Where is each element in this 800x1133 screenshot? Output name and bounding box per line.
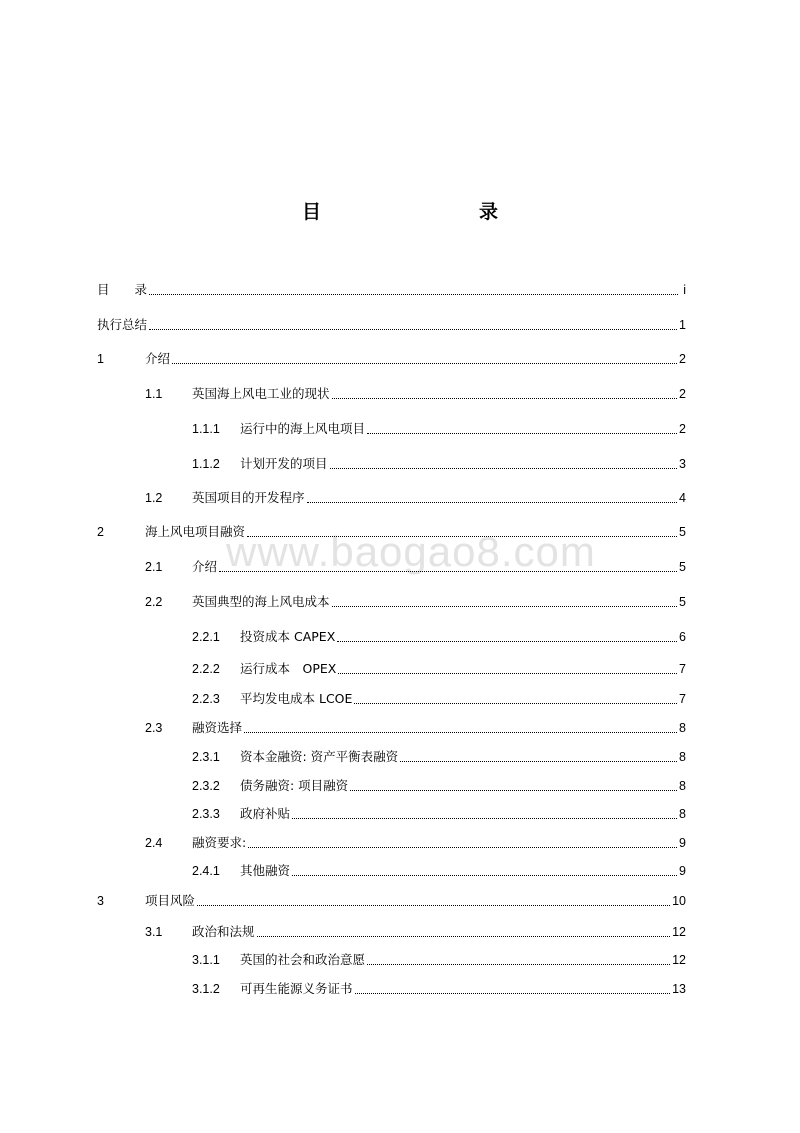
toc-entry-page: 10 [672, 894, 686, 908]
toc-entry[interactable] [0, 590, 800, 610]
toc-entry-page: 5 [679, 595, 686, 609]
toc-entry-label: 介绍 [145, 351, 171, 366]
toc-entry[interactable] [0, 859, 800, 879]
toc-entry-number: 2.4.1 [192, 864, 220, 878]
toc-entry-page: 12 [672, 953, 686, 967]
toc-dot-leader [292, 875, 677, 876]
toc-entry-label: 英国项目的开发程序 [192, 490, 305, 505]
toc-entry[interactable] [0, 417, 800, 437]
toc-entry-label: 运行成本 OPEX [240, 661, 337, 676]
toc-entry-page: 3 [679, 457, 686, 471]
toc-dot-leader [307, 502, 678, 503]
toc-dot-leader [149, 294, 678, 295]
toc-dot-leader [354, 703, 677, 704]
page-title: 目 录 [301, 201, 538, 223]
toc-entry-label: 海上风电项目融资 [145, 524, 246, 539]
toc-dot-leader [332, 398, 678, 399]
toc-entry-page: 5 [679, 525, 686, 539]
toc-entry[interactable] [0, 774, 800, 794]
toc-entry-label: 政府补贴 [240, 806, 291, 821]
toc-dot-leader [367, 964, 670, 965]
toc-entry[interactable] [0, 802, 800, 822]
toc-entry-number: 1.1 [145, 387, 163, 401]
toc-entry-number: 2 [97, 525, 104, 539]
toc-entry-page: 13 [672, 982, 686, 996]
toc-entry-number: 3.1.2 [192, 982, 220, 996]
toc-entry[interactable] [0, 716, 800, 736]
toc-dot-leader [197, 905, 670, 906]
toc-entry-page: 12 [672, 925, 686, 939]
toc-entry-label: 计划开发的项目 [240, 456, 328, 471]
toc-entry-number: 3.1 [145, 925, 163, 939]
toc-entry-page: i [683, 283, 686, 297]
toc-entry-number: 1.2 [145, 491, 163, 505]
toc-entry-page: 6 [679, 630, 686, 644]
toc-entry-page: 1 [679, 318, 686, 332]
toc-entry-page: 2 [679, 352, 686, 366]
toc-entry-label: 融资要求: [192, 835, 247, 850]
toc-entry-page: 5 [679, 560, 686, 574]
toc-entry[interactable] [0, 486, 800, 506]
toc-entry[interactable] [0, 831, 800, 851]
toc-dot-leader [337, 641, 677, 642]
toc-entry[interactable] [0, 347, 800, 367]
toc-entry-label: 执行总结 [97, 317, 148, 332]
toc-entry-number: 2.4 [145, 836, 163, 850]
toc-entry-number: 2.2 [145, 595, 163, 609]
toc-dot-leader [332, 606, 678, 607]
toc-entry-page: 9 [679, 836, 686, 850]
toc-entry[interactable] [0, 452, 800, 472]
toc-entry[interactable] [0, 520, 800, 540]
toc-entry-label: 其他融资 [240, 863, 291, 878]
toc-entry-label: 可再生能源义务证书 [240, 981, 353, 996]
toc-entry-page: 2 [679, 387, 686, 401]
toc-dot-leader [292, 818, 677, 819]
toc-entry-number: 2.2.2 [192, 662, 220, 676]
toc-entry-number: 2.3 [145, 721, 163, 735]
toc-entry-page: 8 [679, 750, 686, 764]
toc-entry[interactable] [0, 555, 800, 575]
toc-entry-number: 2.2.1 [192, 630, 220, 644]
toc-dot-leader [400, 761, 677, 762]
toc-entry-label: 投资成本 CAPEX [240, 629, 336, 644]
toc-entry-page: 9 [679, 864, 686, 878]
toc-entry-number: 1 [97, 352, 104, 366]
toc-dot-leader [244, 732, 677, 733]
toc-entry[interactable] [0, 889, 800, 909]
toc-entry-page: 4 [679, 491, 686, 505]
toc-entry-page: 7 [679, 692, 686, 706]
toc-entry[interactable] [0, 977, 800, 997]
toc-entry-number: 1.1.1 [192, 422, 220, 436]
toc-dot-leader [247, 536, 677, 537]
toc-entry-number: 3 [97, 894, 104, 908]
toc-dot-leader [367, 433, 677, 434]
toc-entry[interactable] [0, 625, 800, 645]
toc-dot-leader [338, 673, 677, 674]
toc-entry-label: 运行中的海上风电项目 [240, 421, 366, 436]
toc-entry-label: 债务融资: 项目融资 [240, 778, 349, 793]
toc-entry-label: 资本金融资: 资产平衡表融资 [240, 749, 399, 764]
toc-entry-number: 2.2.3 [192, 692, 220, 706]
toc-entry[interactable] [0, 657, 800, 677]
toc-entry[interactable] [0, 920, 800, 940]
toc-entry-page: 8 [679, 807, 686, 821]
toc-entry[interactable] [0, 278, 800, 298]
toc-dot-leader [149, 329, 677, 330]
toc-entry-page: 2 [679, 422, 686, 436]
toc-entry-label: 融资选择 [192, 720, 243, 735]
toc-entry-label: 政治和法规 [192, 924, 255, 939]
toc-entry[interactable] [0, 745, 800, 765]
toc-entry-label: 介绍 [192, 559, 218, 574]
toc-dot-leader [330, 468, 678, 469]
toc-entry-label: 项目风险 [145, 893, 196, 908]
toc-dot-leader [355, 993, 671, 994]
toc-entry-number: 2.3.3 [192, 807, 220, 821]
toc-entry[interactable] [0, 948, 800, 968]
toc-entry-label: 英国海上风电工业的现状 [192, 386, 330, 401]
toc-entry-number: 1.1.2 [192, 457, 220, 471]
toc-entry-number: 2.3.2 [192, 779, 220, 793]
toc-entry-label: 英国的社会和政治意愿 [240, 952, 366, 967]
toc-dot-leader [350, 790, 677, 791]
toc-entry-number: 2.3.1 [192, 750, 220, 764]
toc-entry[interactable] [0, 382, 800, 402]
toc-dot-leader [219, 571, 677, 572]
toc-entry-label: 目 录 [97, 282, 148, 297]
toc-dot-leader [172, 363, 677, 364]
toc-entry-label: 平均发电成本 LCOE [240, 691, 353, 706]
toc-entry-label: 英国典型的海上风电成本 [192, 594, 330, 609]
toc-entry[interactable] [0, 687, 800, 707]
toc-entry-number: 3.1.1 [192, 953, 220, 967]
toc-entry[interactable] [0, 313, 800, 333]
toc-entry-page: 7 [679, 662, 686, 676]
toc-entry-number: 2.1 [145, 560, 163, 574]
toc-entry-page: 8 [679, 721, 686, 735]
toc-dot-leader [248, 847, 677, 848]
toc-entry-page: 8 [679, 779, 686, 793]
watermark: www.baogao8.com [226, 528, 596, 575]
toc-dot-leader [257, 936, 671, 937]
